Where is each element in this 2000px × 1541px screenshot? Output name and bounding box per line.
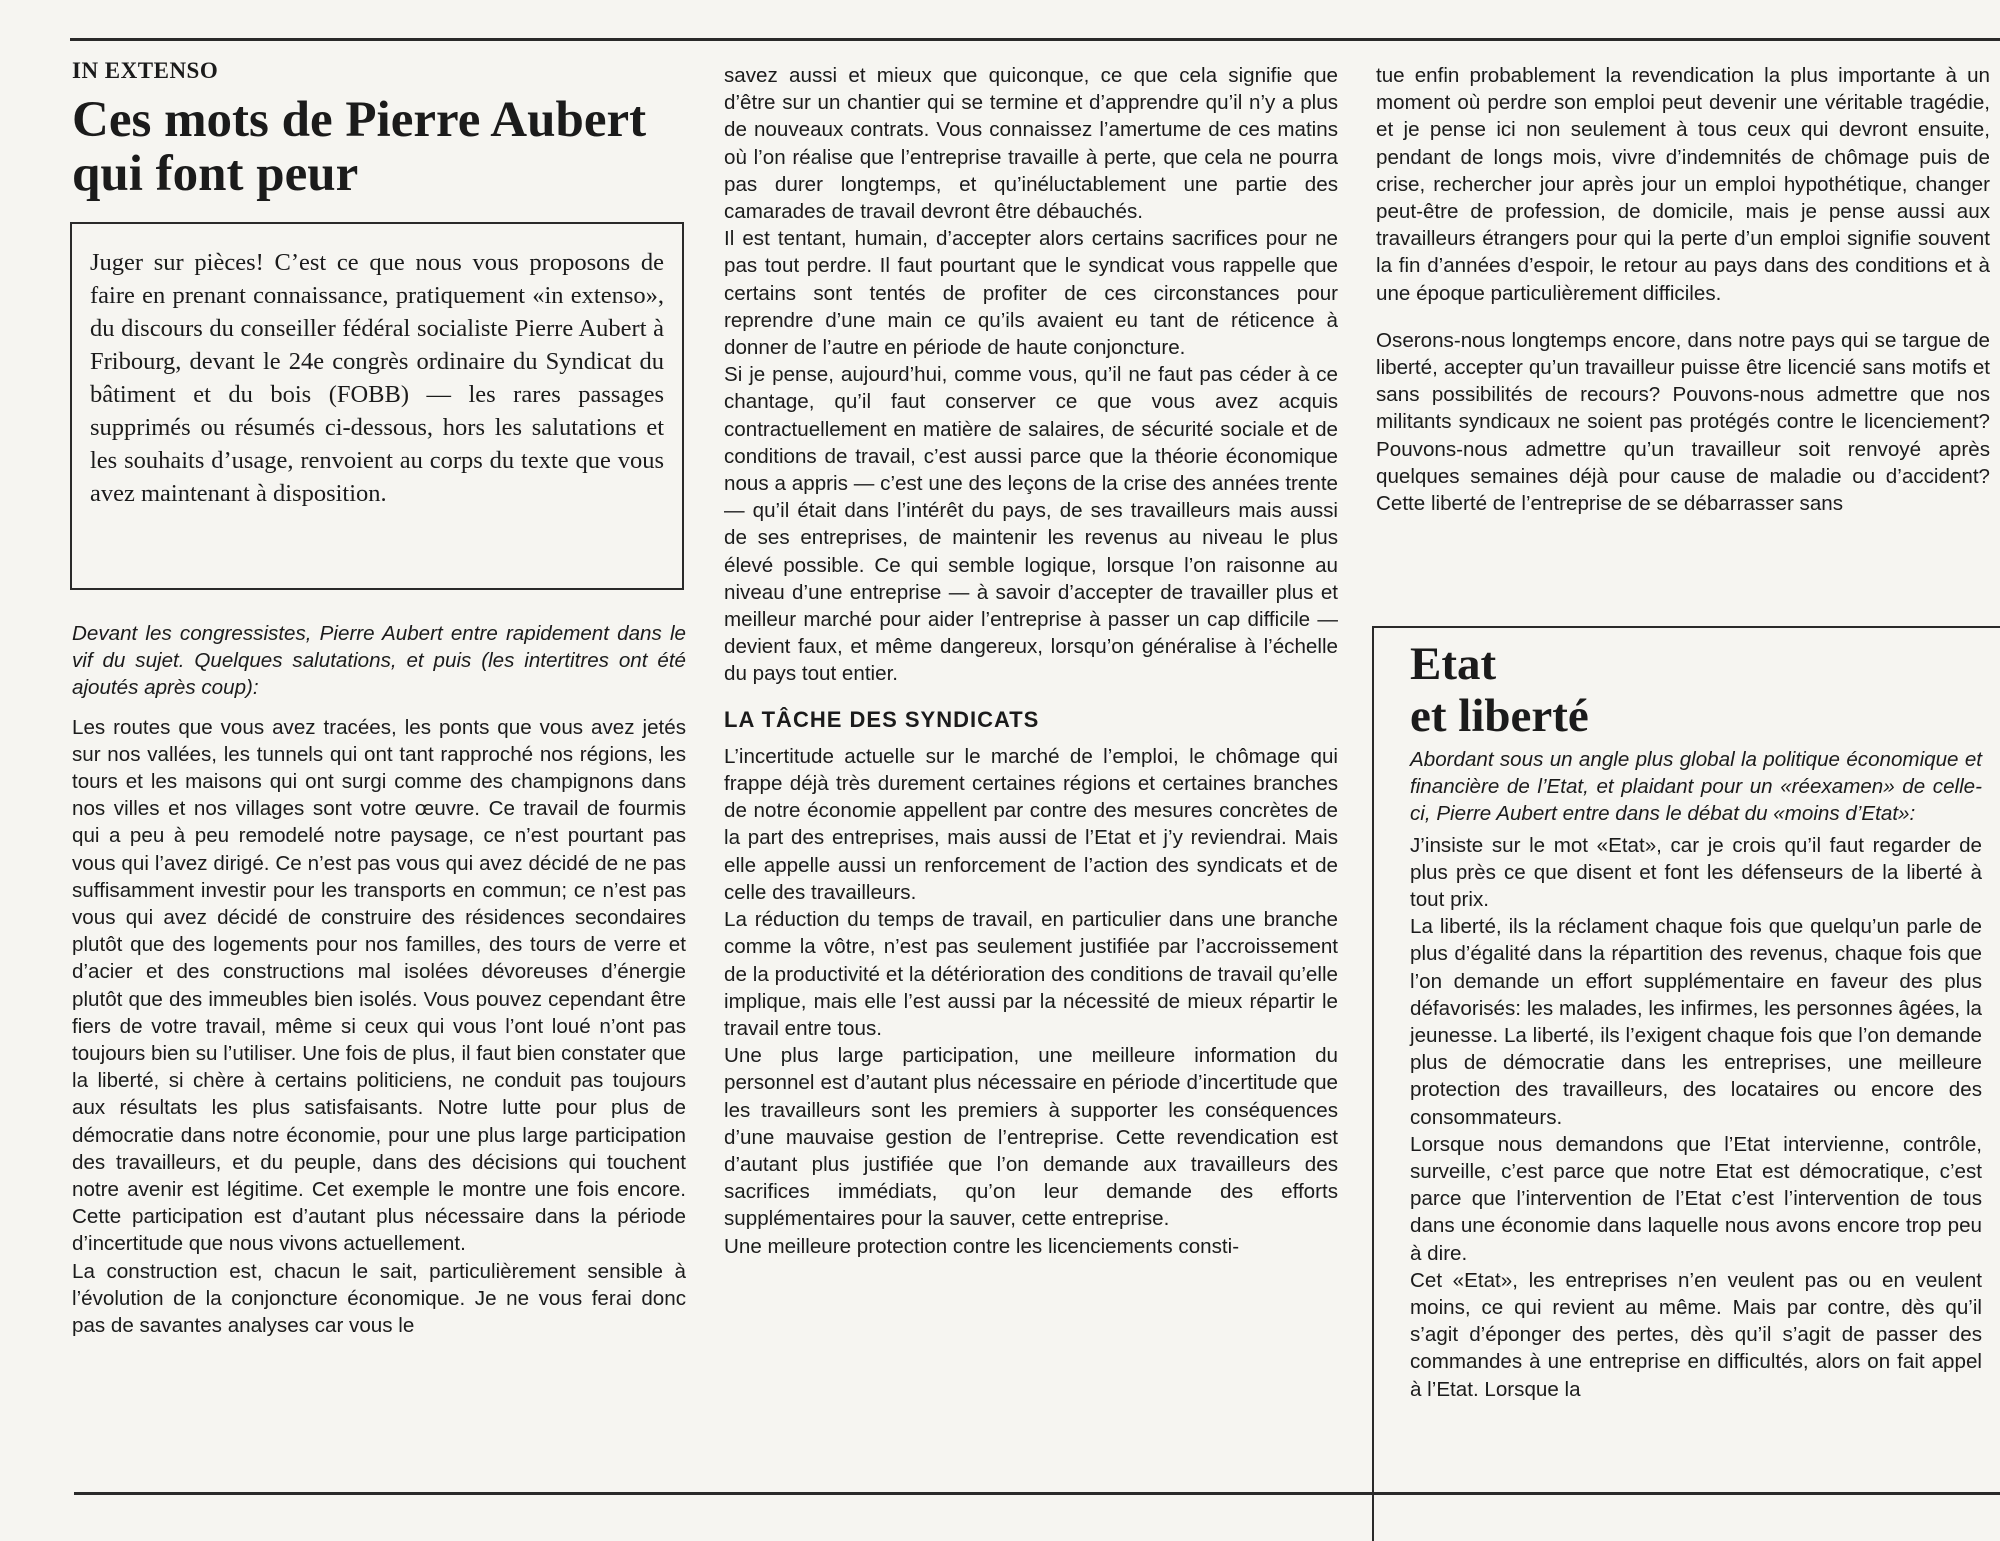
article-headline: [72, 93, 646, 201]
headline-line-2: qui font peur: [72, 146, 359, 202]
subheading: LA TÂCHE DES SYNDICATS: [724, 706, 1040, 732]
column-2: [724, 62, 1338, 1260]
paragraph: Cet «Etat», les entreprises n’en veulent pas ou en veulent moins, ce qui revient au même. Mais par contre, dès qu’il s’agit d’éponger des pertes, dès qu’il s’agit de passer des commandes à une entreprise en difficultés, alors on fait appel à l’Etat. Lorsque la: [1410, 1268, 1982, 1401]
sidebar-body: [1410, 746, 1982, 1403]
sidebar-title-line-1: Etat: [1410, 638, 1497, 690]
paragraph: Une meilleure protection contre les licenciements consti-: [724, 1234, 1240, 1258]
section-kicker: IN EXTENSO: [72, 58, 219, 83]
headline-line-1: Ces mots de Pierre Aubert: [72, 92, 647, 148]
paragraph: La réduction du temps de travail, en particulier dans une branche comme la vôtre, n’est pas seulement justifiée par l’accroissement de la productivité et la détérioration des conditions de travail qu’elle implique, mais elle l’est aussi par la nécessité de mieux répartir le travail entre tous.: [724, 908, 1338, 1040]
paragraph: tue enfin probablement la revendication la plus importante à un moment où perdre son emploi peut devenir une véritable tragédie, et je pense ici non seulement à tous ceux qui devront ensuite, pendant de longs mois, vivre d’indemnités de chômage puis de crise, rechercher jour après jour un emploi hypothétique, changer peut-être de profession, de domicile, mais je pense aussi aux travailleurs étrangers pour qui la perte d’un emploi signifie souvent la fin d’années d’espoir, le retour au pays dans des conditions et à une époque particulièrement difficiles.: [1376, 64, 1990, 305]
lead-paragraph: Devant les congressistes, Pierre Aubert entre rapidement dans le vif du sujet. Quelques salutations, et puis (les intertitres ont été ajoutés après coup):: [72, 622, 686, 700]
paragraph: savez aussi et mieux que quiconque, ce que cela signifie que d’être sur un chantier qui se termine et d’apprendre qu’il n’y a plus de nouveaux contrats. Vous connaissez l’amertume de ces matins où l’on réalise que l’entreprise travaille à perte, que cela ne pourra pas durer longtemps, et qu’inéluctablement une partie des camarades de travail devront être débauchés.: [724, 64, 1338, 224]
paragraph: Il est tentant, humain, d’accepter alors certains sacrifices pour ne pas tout perdre. Il faut pourtant que le syndicat vous rappelle que certains sont tentés de profiter de ces circonstances pour reprendre d’une main ce qu’ils avaient eu tant de réticence à donner de l’autre en période de haute conjoncture.: [724, 227, 1338, 360]
paragraph: La construction est, chacun le sait, particulièrement sensible à l’évolution de la conjoncture économique. Je ne vous ferai donc pas de savantes analyses car vous le: [72, 1259, 686, 1338]
paragraph: Les routes que vous avez tracées, les ponts que vous avez jetés sur nos vallées, les tunnels qui ont tant rapproché nos régions, les tours et les maisons qui ont surgi comme des champignons dans nos villes et nos villages sont votre œuvre. Ce travail de fourmis qui a peu à peu remodelé notre paysage, ce n’est pourtant pas vous qui l’avez dirigé. Ce n’est pas vous qui avez décidé de ne pas suffisamment investir pour les transports en commun; ce n’est pas vous qui avez décidé de construire des résidences secondaires plutôt que des logements pour nos familles, des tours de verre et d’acier et des constructions mal isolées dévoreuses d’énergie plutôt que des immeubles bien isolés. Vous pouvez cependant être fiers de votre travail, même si ceux qui vous l’ont loué n’ont pas toujours bien su l’utiliser. Une fois de plus, il faut bien constater que la liberté, si chère à certains politiciens, ne conduit pas toujours aux résultats les plus satisfaisants. Notre lutte pour plus de démocratie dans notre économie, pour une plus large participation des travailleurs, et du peuple, dans des décisions qui touchent notre avenir est légitime. Cet exemple le montre une fois encore. Cette participation est d’autant plus nécessaire dans la période d’incertitude que nous vivons actuellement.: [72, 715, 686, 1256]
sidebar-box: [1372, 626, 2000, 1541]
paragraph: La liberté, ils la réclament chaque fois que quelqu’un parle de plus d’égalité dans la répartition des revenus, chaque fois que l’on demande un effort supplémentaire en faveur des plus défavorisés: les malades, les infirmes, les personnes âgées, la jeunesse. La liberté, ils l’exigent chaque fois que l’on demande plus de démocratie dans les entreprises, une meilleure protection des travailleurs, des locataires ou encore des consommateurs.: [1410, 915, 1982, 1129]
sidebar-title: [1410, 638, 1589, 742]
paragraph: Si je pense, aujourd’hui, comme vous, qu’il ne faut pas céder à ce chantage, qu’il faut conserver ce que vous avez acquis contractuellement en matière de salaires, de sécurité sociale et de conditions de travail, c’est aussi parce que la théorie économique nous a appris — c’est une des leçons de la crise des années trente — qu’il était dans l’intérêt du pays, de ses travailleurs mais aussi de ses entreprises, de maintenir les revenus au niveau le plus élevé possible. Ce qui semble logique, lorsque l’on raisonne au niveau d’une entreprise — à savoir d’accepter de travailler plus et meilleur marché pour aider l’entreprise à passer un cap difficile — devient faux, et même dangereux, lorsqu’on généralise à l’échelle du pays tout entier.: [724, 363, 1338, 686]
intro-box: Juger sur pièces! C’est ce que nous vous proposons de faire en prenant connaissance, pratiquement «in extenso», du discours du conseiller fédéral socialiste Pierre Aubert à Fribourg, devant le 24e congrès ordinaire du Syndicat du bâtiment et du bois (FOBB) — les rares passages supprimés ou résumés ci-dessous, hors les salutations et les souhaits d’usage, renvoient au corps du texte que vous avez maintenant à disposition.: [70, 222, 684, 590]
top-rule: [70, 38, 2000, 41]
paragraph: Oserons-nous longtemps encore, dans notre pays qui se targue de liberté, accepter qu’un travailleur puisse être licencié sans motifs et sans possibilités de recours? Pouvons-nous admettre que nos militants syndicaux ne soient pas protégés contre le licenciement? Pouvons-nous admettre qu’un travailleur soit renvoyé après quelques semaines déjà pour cause de maladie ou d’accident? Cette liberté de l’entreprise de se débarrasser sans: [1376, 328, 1990, 516]
sidebar-title-line-2: et liberté: [1410, 690, 1589, 742]
sidebar-lead: Abordant sous un angle plus global la politique économique et financière de l’Etat, et plaidant pour un «réexamen» de celle-ci, Pierre Aubert entre dans le débat du «moins d’Etat»:: [1410, 748, 1982, 826]
paragraph: J’insiste sur le mot «Etat», car je crois qu’il faut regarder de plus près ce que disent et font les défenseurs de la liberté à tout prix.: [1410, 833, 1982, 912]
column-3: [1376, 62, 1990, 517]
paragraph: L’incertitude actuelle sur le marché de l’emploi, le chômage qui frappe déjà très durement certaines régions et certaines branches de notre économie appellent par contre des mesures concrètes de la part des entreprises, mais aussi de l’Etat et j’y reviendrai. Mais elle appelle aussi un renforcement de l’action des syndicats et de celle des travailleurs.: [724, 744, 1338, 904]
paragraph: Lorsque nous demandons que l’Etat intervienne, contrôle, surveille, c’est parce que notre Etat est démocratique, c’est parce que l’intervention de l’Etat c’est l’intervention de tous dans une économie dans laquelle nous avons encore trop peu à dire.: [1410, 1132, 1982, 1265]
column-1: [72, 620, 686, 1339]
paragraph: Une plus large participation, une meilleure information du personnel est d’autant plus nécessaire en période d’incertitude que les travailleurs sont les premiers à supporter les conséquences d’une mauvaise gestion de l’entreprise. Cette revendication est d’autant plus justifiée que l’on demande aux travailleurs des sacrifices immédiats, qu’on leur demande des efforts supplémentaires pour la sauver, cette entreprise.: [724, 1044, 1338, 1231]
